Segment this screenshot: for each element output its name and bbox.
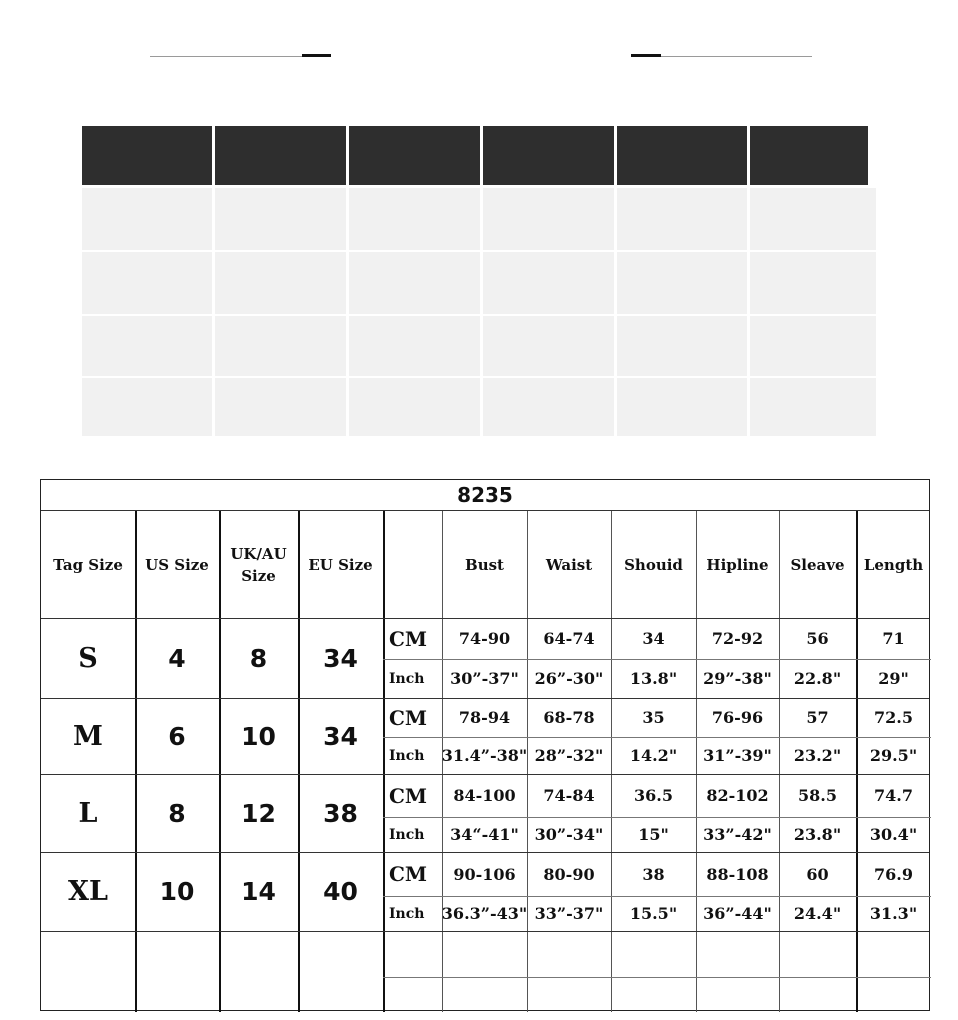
shoulder-inch-value: 14.2" (629, 746, 678, 765)
sleeve-inch-value: 23.8" (793, 825, 842, 844)
shoulder-cm-value: 38 (642, 864, 665, 884)
row-divider (41, 931, 929, 932)
us-size-value: 10 (159, 877, 195, 906)
length-cm-value: 72.5 (874, 708, 913, 727)
shoulder-cm-value: 35 (642, 708, 665, 727)
placeholder-header-cell (750, 126, 868, 185)
sleeve-inch-value: 23.2" (793, 746, 842, 765)
eu-size-value: 34 (323, 643, 358, 673)
waist-inch-value: 33”-37" (534, 904, 604, 923)
chart-title: 8235 (41, 480, 929, 511)
tag-size-value: XL (68, 876, 108, 907)
shoulder-cm-value: 34 (642, 629, 665, 648)
placeholder-header-cell (215, 126, 346, 185)
placeholder-header-cell (82, 126, 212, 185)
cm-unit-label: CM (389, 783, 428, 808)
sleeve-inch-value: 22.8" (793, 669, 842, 688)
bust-cm-value: 84-100 (453, 786, 516, 805)
placeholder-cell (349, 378, 480, 436)
bust-inch-value: 34“-41" (450, 825, 519, 844)
waist-cm-value: 68-78 (543, 708, 595, 727)
hipline-header: Hipline (706, 555, 769, 574)
uk-au-size-value: 12 (241, 798, 276, 828)
bust-cm-value: 90-106 (453, 864, 516, 884)
placeholder-cell (750, 188, 876, 250)
hip-cm-value: 72-92 (711, 629, 764, 648)
placeholder-cell (349, 252, 480, 314)
eu-size-value: 38 (323, 798, 358, 828)
cm-unit-label: CM (389, 862, 428, 886)
bust-cm-value: 78-94 (458, 708, 511, 727)
placeholder-cell (215, 252, 346, 314)
cm-unit-label: CM (389, 626, 428, 651)
placeholder-cell (617, 188, 747, 250)
bust-header: Bust (465, 555, 504, 574)
uk-au-size-value: 10 (241, 721, 276, 751)
placeholder-cell (617, 316, 747, 376)
placeholder-cell (82, 316, 212, 376)
bust-inch-value: 36.3”-43" (441, 904, 528, 923)
sleeve-header: Sleave (790, 555, 845, 574)
bust-cm-value: 74-90 (458, 629, 511, 648)
tag-size-header: Tag Size (53, 555, 123, 574)
hip-cm-value: 76-96 (711, 708, 764, 727)
placeholder-cell (82, 378, 212, 436)
waist-cm-value: 80-90 (543, 864, 595, 884)
tag-size-value: L (78, 797, 98, 829)
us-size-header: US Size (145, 555, 209, 574)
waist-inch-value: 26”-30" (534, 669, 604, 688)
shoulder-inch-value: 15" (638, 825, 669, 844)
length-inch-value: 30.4" (869, 825, 918, 844)
placeholder-cell (483, 378, 614, 436)
placeholder-cell (82, 188, 212, 250)
shoulder-cm-value: 36.5 (634, 786, 673, 805)
hip-inch-value: 29”-38" (703, 669, 772, 688)
eu-size-value: 40 (323, 877, 358, 906)
title-line-left (150, 56, 302, 57)
us-size-value: 6 (168, 721, 186, 751)
inch-unit-label: Inch (389, 747, 425, 764)
cm-unit-label: CM (389, 705, 428, 730)
hip-inch-value: 36”-44" (703, 904, 772, 923)
us-size-value: 8 (168, 798, 186, 828)
bust-inch-value: 30”-37" (450, 669, 519, 688)
title-accent-right (631, 54, 661, 57)
placeholder-header-cell (617, 126, 747, 185)
sleeve-inch-value: 24.4" (793, 904, 842, 923)
hip-cm-value: 88-108 (706, 864, 769, 884)
waist-cm-value: 64-74 (543, 629, 595, 648)
eu-size-value: 34 (323, 721, 358, 751)
bust-inch-value: 31.4”-38" (441, 746, 528, 765)
length-inch-value: 31.3" (869, 904, 918, 923)
placeholder-header-cell (349, 126, 480, 185)
uk-au-size-value: 8 (249, 643, 268, 673)
sleeve-cm-value: 56 (806, 629, 829, 648)
title-line-right (661, 56, 812, 57)
inch-unit-label: Inch (389, 826, 425, 843)
shoulder-inch-value: 15.5" (629, 904, 678, 923)
waist-inch-value: 28”-32" (534, 746, 604, 765)
placeholder-cell (483, 188, 614, 250)
inch-unit-label: Inch (389, 905, 425, 922)
placeholder-cell (617, 252, 747, 314)
placeholder-cell (750, 378, 876, 436)
sleeve-cm-value: 58.5 (798, 786, 837, 805)
tag-size-value: M (73, 720, 103, 752)
hip-inch-value: 31”-39" (703, 746, 772, 765)
hip-cm-value: 82-102 (706, 786, 769, 805)
length-cm-value: 76.9 (874, 864, 913, 884)
placeholder-cell (215, 378, 346, 436)
waist-inch-value: 30”-34" (534, 825, 604, 844)
title-accent-left (302, 54, 331, 57)
placeholder-cell (483, 252, 614, 314)
shoulder-header: Shouid (624, 555, 683, 574)
placeholder-cell (215, 316, 346, 376)
placeholder-cell (82, 252, 212, 314)
hip-inch-value: 33”-42" (703, 825, 772, 844)
placeholder-cell (750, 316, 876, 376)
placeholder-grid (82, 126, 879, 438)
sleeve-cm-value: 60 (806, 864, 829, 884)
waist-cm-value: 74-84 (543, 786, 595, 805)
length-cm-value: 71 (882, 629, 905, 648)
length-inch-value: 29" (878, 669, 909, 688)
length-inch-value: 29.5" (869, 746, 918, 765)
us-size-value: 4 (168, 643, 186, 673)
uk-au-size-header: UK/AU Size (230, 544, 287, 585)
sleeve-cm-value: 57 (806, 708, 829, 727)
length-cm-value: 74.7 (874, 786, 913, 805)
placeholder-cell (617, 378, 747, 436)
placeholder-cell (349, 188, 480, 250)
length-header: Length (863, 555, 924, 574)
placeholder-header-cell (483, 126, 614, 185)
placeholder-cell (349, 316, 480, 376)
placeholder-cell (215, 188, 346, 250)
tag-size-value: S (78, 642, 98, 674)
placeholder-cell (750, 252, 876, 314)
size-chart (40, 479, 930, 1011)
uk-au-size-value: 14 (241, 877, 276, 906)
eu-size-header: EU Size (308, 555, 373, 574)
inch-unit-label: Inch (389, 670, 425, 687)
sub-row-divider (383, 977, 931, 978)
waist-header: Waist (545, 555, 593, 574)
placeholder-cell (483, 316, 614, 376)
shoulder-inch-value: 13.8" (629, 669, 678, 688)
